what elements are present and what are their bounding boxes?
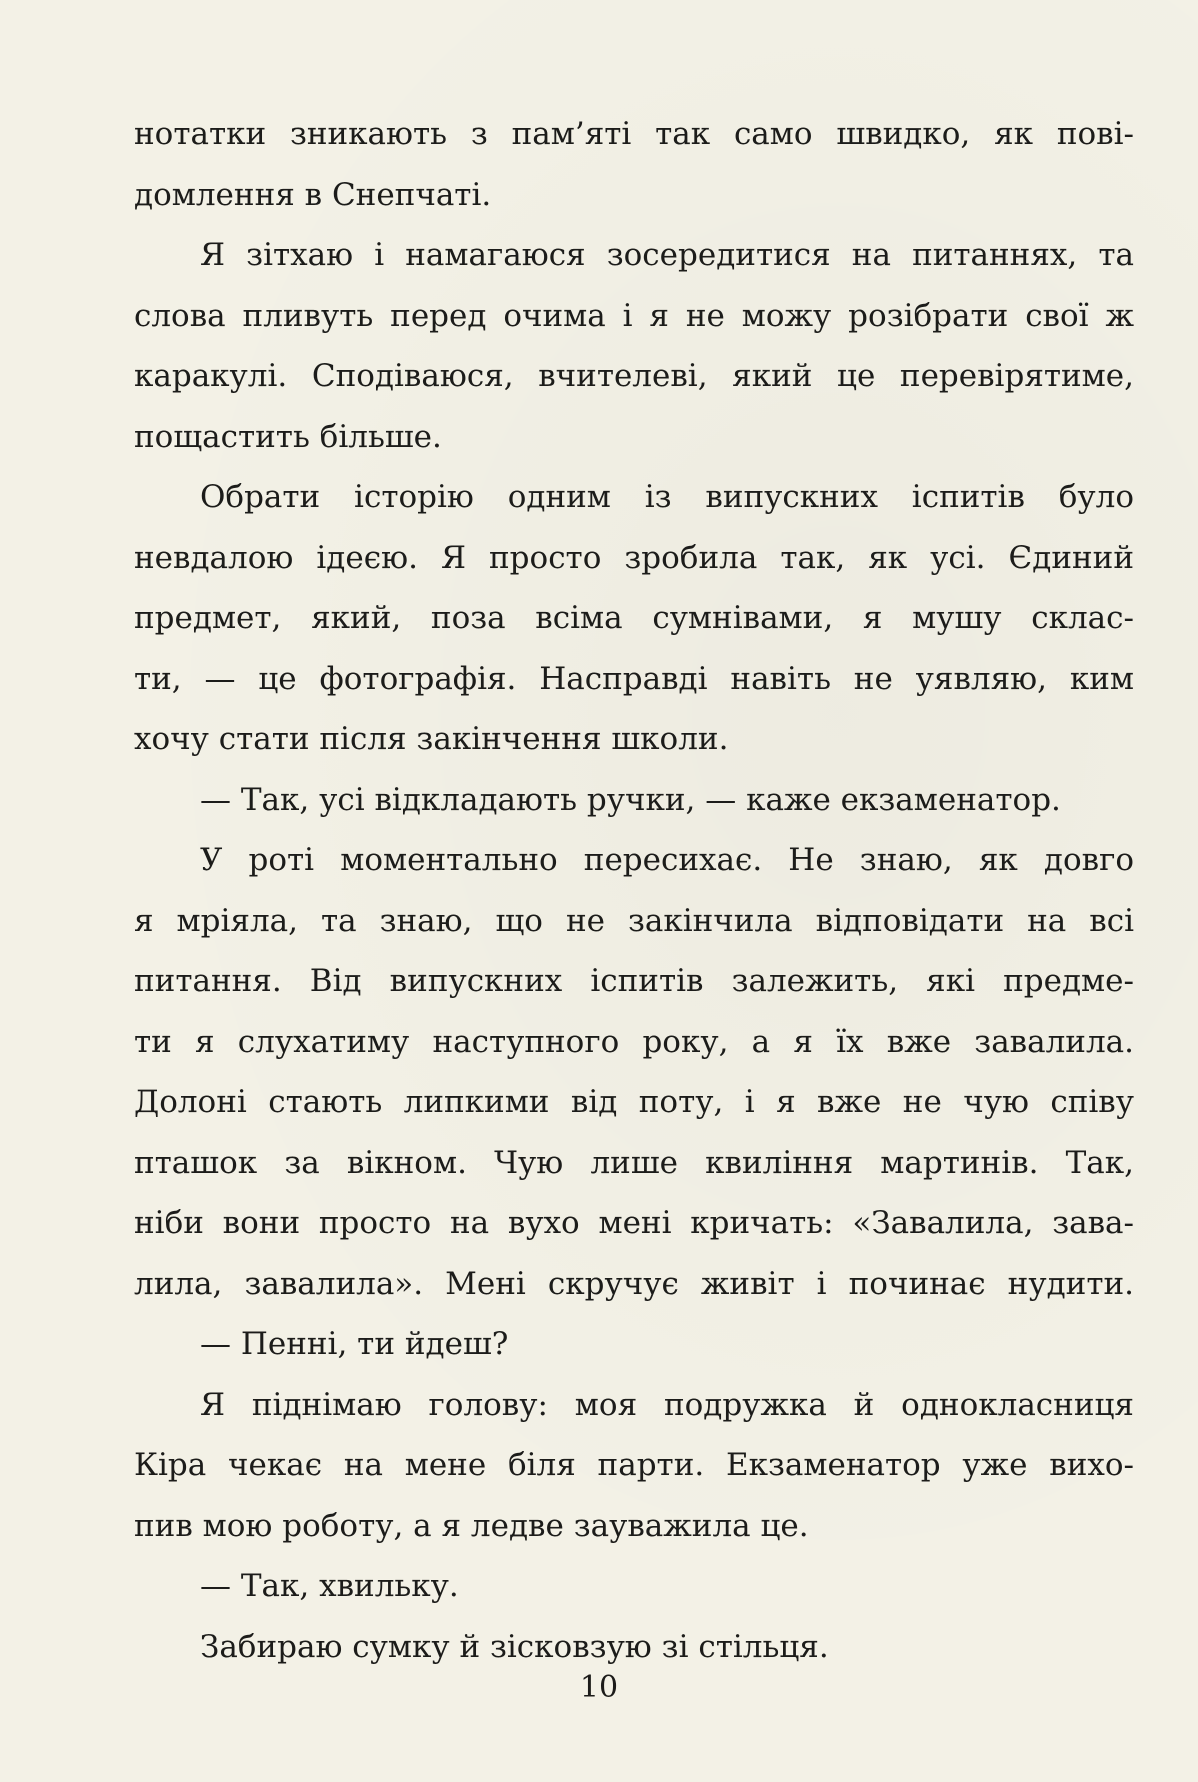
text-line: Я зітхаю і намагаюся зосередитися на питаннях, та: [200, 237, 1134, 273]
text-line: У роті моментально пересихає. Не знаю, як довго: [200, 842, 1134, 878]
text-line: Кіра чекає на мене біля парти. Екзаменатор уже вихо-: [134, 1447, 1134, 1483]
page-number: 10: [579, 1670, 619, 1705]
text-line: — Так, хвильку.: [200, 1568, 459, 1604]
text-line: ти я слухатиму наступного року, а я їх вже завалила.: [134, 1023, 1134, 1060]
text-line: питання. Від випускних іспитів залежить, які предме-: [134, 963, 1134, 999]
body-text: [134, 104, 1134, 1677]
text-line: ніби вони просто на вухо мені кричать: «Завалила, зава-: [134, 1205, 1134, 1241]
text-line: нотатки зникають з пам’яті так само швидко, як пові-: [134, 116, 1134, 152]
text-line: ти, — це фотографія. Насправді навіть не уявляю, ким: [134, 660, 1134, 697]
text-line: Обрати історію одним із випускних іспитів було: [200, 479, 1134, 515]
text-line: Долоні стають липкими від поту, і я вже не чую співу: [134, 1084, 1134, 1120]
text-line: Я піднімаю голову: моя подружка й однокласниця: [200, 1386, 1134, 1423]
text-line: пощастить більше.: [134, 418, 442, 455]
text-line: — Так, усі відкладають ручки, — каже екзаменатор.: [200, 781, 1061, 818]
text-line: Забираю сумку й зісковзую зі стільця.: [200, 1628, 829, 1665]
text-line: слова пливуть перед очима і я не можу розібрати свої ж: [134, 297, 1134, 334]
text-line: пташок за вікном. Чую лише квиління мартинів. Так,: [134, 1144, 1134, 1181]
text-line: каракулі. Сподіваюся, вчителеві, який це перевірятиме,: [134, 358, 1134, 394]
text-line: невдалою ідеєю. Я просто зробила так, як усі. Єдиний: [134, 539, 1134, 576]
text-line: пив мою роботу, а я ледве зауважила це.: [134, 1507, 809, 1544]
text-line: лила, завалила». Мені скручує живіт і починає нудити.: [134, 1265, 1134, 1302]
text-line: хочу стати після закінчення школи.: [134, 721, 729, 757]
text-line: я мріяла, та знаю, що не закінчила відповідати на всі: [134, 902, 1134, 939]
text-line: домлення в Снепчаті.: [134, 176, 492, 213]
text-line: предмет, який, поза всіма сумнівами, я мушу склас-: [134, 600, 1134, 636]
text-line: — Пенні, ти йдеш?: [200, 1326, 509, 1362]
